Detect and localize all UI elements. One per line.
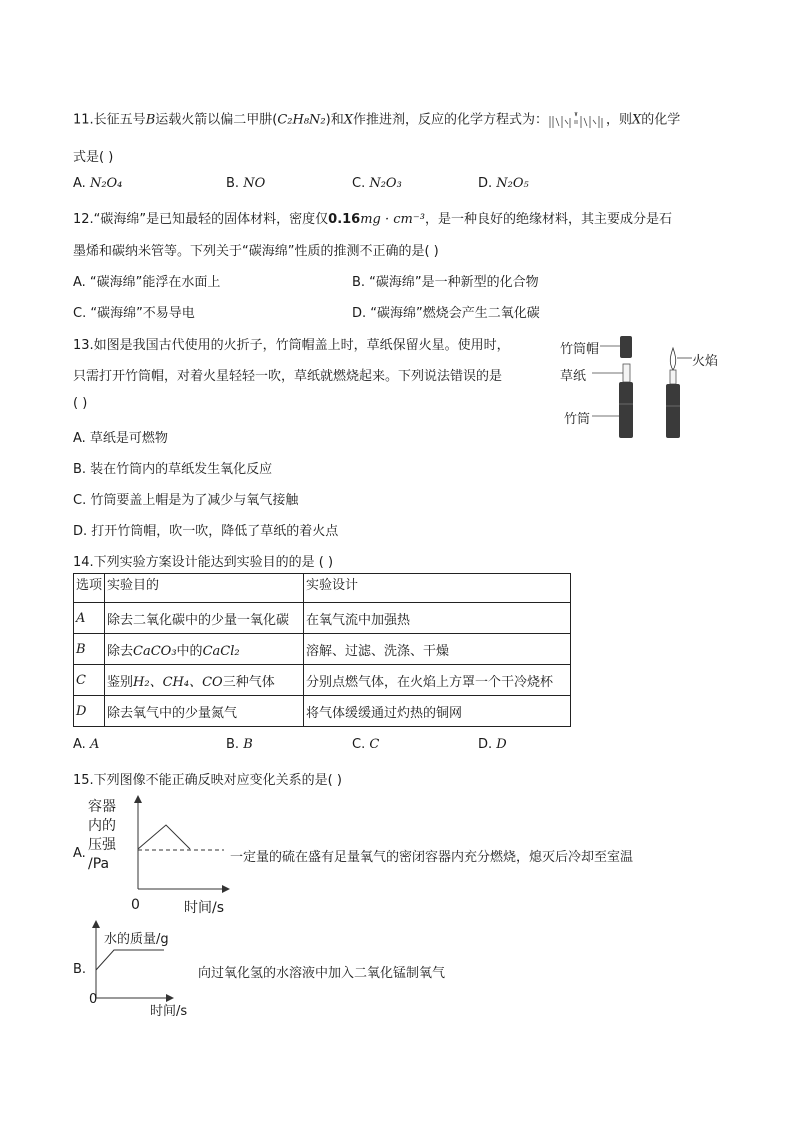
graph-b-origin: 0 <box>89 992 98 1007</box>
q12-density-unit: mg · cm⁻³ <box>360 212 425 227</box>
purpose-text: 除去 <box>107 643 134 659</box>
row-purpose: 除去氧气中的少量氮气 <box>105 696 304 727</box>
ylabel-line: 压强 <box>88 837 116 853</box>
q14-option-c[interactable] <box>352 737 379 752</box>
q14-option-b[interactable] <box>226 737 253 752</box>
q13-line3: ( ) <box>73 396 88 411</box>
q13-option-d[interactable]: D. 打开竹筒帽，吹一吹，降低了草纸的着火点 <box>73 524 339 539</box>
row-design: 将气体缓缓通过灼热的铜网 <box>304 696 571 727</box>
q14-option-a[interactable] <box>73 737 99 752</box>
label-flame: 火焰 <box>692 354 719 369</box>
header-option: 选项 <box>74 574 105 603</box>
q11-line2: 式是( ) <box>73 150 114 165</box>
graph-a <box>130 793 235 898</box>
q11-option-a[interactable] <box>73 176 122 191</box>
q13-line1: 13.如图是我国古代使用的火折子，竹筒帽盖上时，草纸保留火星。使用时， <box>73 338 510 353</box>
q11-x-symbol: X <box>343 112 353 128</box>
label-cap: 竹筒帽 <box>560 342 600 357</box>
graph-b-caption: 向过氧化氢的水溶液中加入二氧化锰制氧气 <box>198 966 446 981</box>
bamboo-cap <box>620 336 632 358</box>
q11-line1 <box>73 108 680 132</box>
purpose-text: 鉴别 <box>107 674 134 690</box>
q15-option-a-label[interactable]: A. <box>73 846 86 861</box>
option-value: C <box>369 737 380 752</box>
option-value: NO <box>243 176 266 191</box>
graph-a-xlabel: 时间/s <box>184 900 225 916</box>
q12-option-a[interactable]: A. “碳海绵”能浮在水面上 <box>73 275 221 290</box>
row-purpose <box>105 665 304 696</box>
row-design: 溶解、过滤、洗涤、干燥 <box>304 634 571 665</box>
q13-option-a[interactable]: A. 草纸是可燃物 <box>73 431 168 446</box>
table-row <box>74 696 571 727</box>
row-design: 在氧气流中加强热 <box>304 603 571 634</box>
bamboo-tube <box>619 382 633 438</box>
q11-text: )和 <box>325 112 344 128</box>
q11-option-b[interactable] <box>226 176 265 191</box>
option-value: N₂O₅ <box>496 176 529 191</box>
table-row <box>74 665 571 696</box>
label-tube: 竹筒 <box>564 412 591 427</box>
option-label: B. <box>226 737 244 752</box>
table-row <box>74 603 571 634</box>
option-value: B <box>243 737 253 752</box>
ylabel-line: /Pa <box>88 856 110 872</box>
q12-line2: 墨烯和碳纳米管等。下列关于“碳海绵”性质的推测不正确的是( ) <box>73 244 439 259</box>
q15-option-b-label[interactable]: B. <box>73 962 87 977</box>
paper-roll <box>623 364 630 382</box>
row-option: C <box>74 665 105 696</box>
q11-x-symbol: X <box>632 112 642 128</box>
q11-rocket-letter: B <box>145 112 156 128</box>
option-value: A <box>89 737 100 752</box>
table-row <box>74 634 571 665</box>
q12-option-d[interactable]: D. “碳海绵”燃烧会产生二氧化碳 <box>352 306 540 321</box>
purpose-text: 中的 <box>176 643 203 659</box>
purpose-formula: H₂、CH₄、CO <box>133 674 223 690</box>
option-label: A. <box>73 176 90 191</box>
header-purpose: 实验目的 <box>105 574 304 603</box>
q11-text: ，则 <box>605 112 632 128</box>
q11-text: 11.长征五号 <box>73 112 146 128</box>
q12-text: ，是一种良好的绝缘材料，其主要成分是石 <box>424 212 672 227</box>
label-paper: 草纸 <box>560 369 587 384</box>
row-design: 分别点燃气体，在火焰上方罩一个干冷烧杯 <box>304 665 571 696</box>
q11-text: 作推进剂，反应的化学方程式为： <box>352 112 548 128</box>
q11-option-c[interactable] <box>352 176 402 191</box>
q12-option-c[interactable]: C. “碳海绵”不易导电 <box>73 306 195 321</box>
row-option: D <box>74 696 105 727</box>
flame-icon <box>670 348 675 370</box>
graph-b-curve <box>96 950 164 970</box>
q14-stem: 14.下列实验方案设计能达到实验目的的是 ( ) <box>73 555 334 570</box>
row-option: B <box>74 634 105 665</box>
header-design: 实验设计 <box>304 574 571 603</box>
option-label: C. <box>352 176 370 191</box>
row-purpose <box>105 634 304 665</box>
option-value: N₂O₄ <box>89 176 123 191</box>
fire-starter-figure <box>560 330 730 445</box>
q12-option-b[interactable]: B. “碳海绵”是一种新型的化合物 <box>352 275 539 290</box>
row-option: A <box>74 603 105 634</box>
graph-b-ylabel: 水的质量/g <box>104 932 169 947</box>
option-label: D. <box>478 176 497 191</box>
row-purpose: 除去二氧化碳中的少量一氧化碳 <box>105 603 304 634</box>
chemical-equation-image <box>548 108 606 132</box>
graph-a-curve <box>138 825 190 849</box>
q13-option-b[interactable]: B. 装在竹筒内的草纸发生氧化反应 <box>73 462 273 477</box>
graph-a-x-arrow <box>222 885 230 893</box>
q13-line2: 只需打开竹筒帽，对着火星轻轻一吹，草纸就燃烧起来。下列说法错误的是 <box>73 369 503 384</box>
option-label: A. <box>73 737 90 752</box>
q11-fuel-formula: C₂H₈N₂ <box>277 112 326 128</box>
experiment-table <box>73 573 571 727</box>
q12-density-value: 0.16 <box>328 212 361 227</box>
graph-a-y-arrow <box>134 795 142 803</box>
purpose-text: 三种气体 <box>222 674 275 690</box>
graph-a-origin: 0 <box>131 897 140 913</box>
graph-a-ylabel <box>88 798 128 874</box>
graph-a-caption: 一定量的硫在盛有足量氧气的密闭容器内充分燃烧，熄灭后冷却至室温 <box>230 850 634 865</box>
option-value: D <box>496 737 507 752</box>
q11-text: 运载火箭以偏二甲肼( <box>155 112 278 128</box>
q11-option-d[interactable] <box>478 176 529 191</box>
q12-line1 <box>73 208 672 227</box>
table-header-row <box>74 574 571 603</box>
option-label: C. <box>352 737 370 752</box>
option-label: D. <box>478 737 497 752</box>
q14-option-d[interactable] <box>478 737 507 752</box>
q11-text: 的化学 <box>641 112 681 128</box>
ylabel-line: 容器 <box>88 799 116 815</box>
ylabel-line: 内的 <box>88 818 116 834</box>
graph-b-y-arrow <box>92 920 100 928</box>
graph-b-xlabel: 时间/s <box>150 1004 188 1019</box>
purpose-formula: CaCl₂ <box>202 643 240 659</box>
option-label: B. <box>226 176 244 191</box>
purpose-formula: CaCO₃ <box>133 643 177 659</box>
q12-text: 12.“碳海绵”是已知最轻的固体材料，密度仅 <box>73 212 329 227</box>
option-value: N₂O₃ <box>369 176 402 191</box>
q13-option-c[interactable]: C. 竹筒要盖上帽是为了减少与氧气接触 <box>73 493 299 508</box>
q15-stem: 15.下列图像不能正确反映对应变化关系的是( ) <box>73 773 342 788</box>
